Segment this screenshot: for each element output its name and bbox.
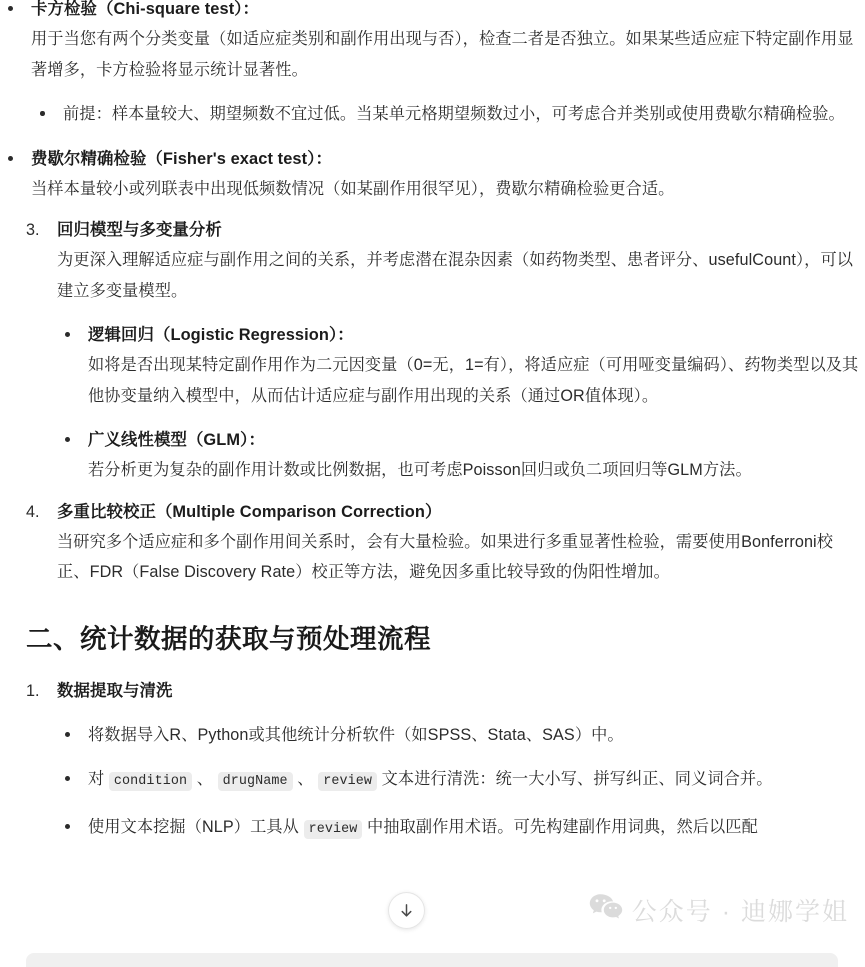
watermark xyxy=(589,892,849,928)
preprocessing-numbered-list xyxy=(0,676,865,846)
spacer xyxy=(31,130,865,144)
list-item-data-extraction xyxy=(0,676,865,846)
section-heading-2: 二、统计数据的获取与预处理流程 xyxy=(26,623,431,654)
glm-title: 广义线性模型（GLM）： xyxy=(88,431,265,449)
list-item xyxy=(57,812,865,846)
bullet-dot-icon xyxy=(65,437,70,442)
list-item-chi-square-premise xyxy=(31,99,865,130)
inline-code-condition: condition xyxy=(109,772,192,791)
regression-body-part1: 为更深入理解适应症与副作用之间的关系，并考虑潜在混杂因素（如药物类型、患者评分、 xyxy=(57,251,709,269)
spacer xyxy=(57,306,865,320)
chi-square-premise-text: 前提：样本量较大、期望频数不宜过低。当某单元格期望频数过小，可考虑合并类别或使用费歇尔精确检验。 xyxy=(63,105,845,123)
list-item-text xyxy=(88,720,865,751)
scroll-down-button[interactable] xyxy=(388,892,425,929)
list-item xyxy=(57,764,865,812)
text-segment: 、 xyxy=(192,770,218,788)
regression-body xyxy=(57,245,865,306)
fisher-body: 当样本量较小或列联表中出现低频数情况（如某副作用很罕见），费歇尔精确检验更合适。 xyxy=(31,179,675,198)
list-item-chi-square xyxy=(0,0,865,144)
text-segment: 文本进行清洗：统一大小写、拼写纠正、同义词合并。 xyxy=(377,770,773,788)
list-item-fisher-exact xyxy=(0,144,865,205)
wechat-icon xyxy=(589,893,623,927)
bullet-dot-icon xyxy=(65,824,70,829)
list-number-3: 3. xyxy=(26,221,40,239)
text-segment: 中抽取副作用术语。可先构建副作用词典，然后以匹配 xyxy=(362,817,758,836)
list-number-1: 1. xyxy=(26,681,40,700)
watermark-text: 公众号 · 迪娜学姐 xyxy=(631,898,849,926)
list-item-logistic-regression xyxy=(57,320,865,425)
spacer xyxy=(88,411,865,425)
list-item-text xyxy=(88,764,865,798)
list-item-text xyxy=(88,812,865,846)
list-item-glm xyxy=(57,425,865,486)
inline-code-review: review xyxy=(318,772,377,791)
logistic-regression-title: 逻辑回归（Logistic Regression）： xyxy=(88,326,354,344)
list-number-4: 4. xyxy=(26,502,40,521)
fisher-title: 费歇尔精确检验（Fisher's exact test）： xyxy=(31,149,332,168)
spacer xyxy=(0,204,865,215)
spacer xyxy=(0,588,865,620)
text-segment: 对 xyxy=(88,770,109,788)
spacer xyxy=(57,486,865,497)
chi-square-body: 用于当您有两个分类变量（如适应症类别和副作用出现与否），检查二者是否独立。如果某些适应症下特定副作用显著增多，卡方检验将显示统计显著性。 xyxy=(31,30,854,79)
bullet-dot-icon xyxy=(65,732,70,737)
spacer xyxy=(0,658,865,676)
data-extraction-title: 数据提取与清洗 xyxy=(57,681,173,700)
multiple-comparison-title: 多重比较校正（Multiple Comparison Correction） xyxy=(57,502,442,521)
spacer xyxy=(57,706,865,720)
method-bullet-list xyxy=(0,0,865,204)
chi-square-title: 卡方检验（Chi-square test）： xyxy=(31,0,260,18)
bullet-dot-icon xyxy=(8,6,13,11)
bullet-dot-icon xyxy=(65,332,70,337)
multiple-comparison-body: 当研究多个适应症和多个副作用间关系时，会有大量检验。如果进行多重显著性检验，需要使用Bonferroni校正、FDR（False Discovery Rate）校正等方法，避免因多重比较导致的伪阳性增加。 xyxy=(57,532,834,581)
spacer xyxy=(31,85,865,99)
regression-sub-list xyxy=(57,320,865,486)
arrow-down-icon xyxy=(398,902,415,919)
text-segment: 使用文本挖掘（NLP）工具从 xyxy=(88,817,304,836)
useful-count-text: usefulCount xyxy=(708,251,796,269)
wechat-icon-svg xyxy=(589,893,623,922)
text-segment: 将数据导入R、Python或其他统计分析软件（如SPSS、Stata、SAS）中。 xyxy=(88,725,624,744)
list-item-regression-models xyxy=(0,215,865,497)
bullet-dot-icon xyxy=(40,111,45,116)
logistic-regression-body: 如将是否出现某特定副作用作为二元因变量（0=无，1=有），将适应症（可用哑变量编码）、药物类型以及其他协变量纳入模型中，从而估计适应症与副作用出现的关系（通过OR值体现）。 xyxy=(88,356,859,405)
bullet-dot-icon xyxy=(65,776,70,781)
code-block-top-edge xyxy=(26,953,838,967)
spacer xyxy=(88,798,865,812)
chi-square-subnote-list xyxy=(31,99,865,130)
list-item-multiple-comparison xyxy=(0,497,865,588)
regression-body-part2: ），可以建立多变量模型。 xyxy=(57,251,854,300)
glm-body: 若分析更为复杂的副作用计数或比例数据，也可考虑Poisson回归或负二项回归等GLM方法。 xyxy=(88,461,752,479)
list-item xyxy=(57,720,865,765)
numbered-method-list xyxy=(0,215,865,588)
regression-title: 回归模型与多变量分析 xyxy=(57,221,222,239)
spacer xyxy=(88,750,865,764)
inline-code-review: review xyxy=(304,820,363,839)
text-segment: 、 xyxy=(292,770,319,788)
bullet-dot-icon xyxy=(8,156,13,161)
inline-code-drugName: drugName xyxy=(218,772,293,791)
data-cleaning-bullet-list xyxy=(57,720,865,846)
